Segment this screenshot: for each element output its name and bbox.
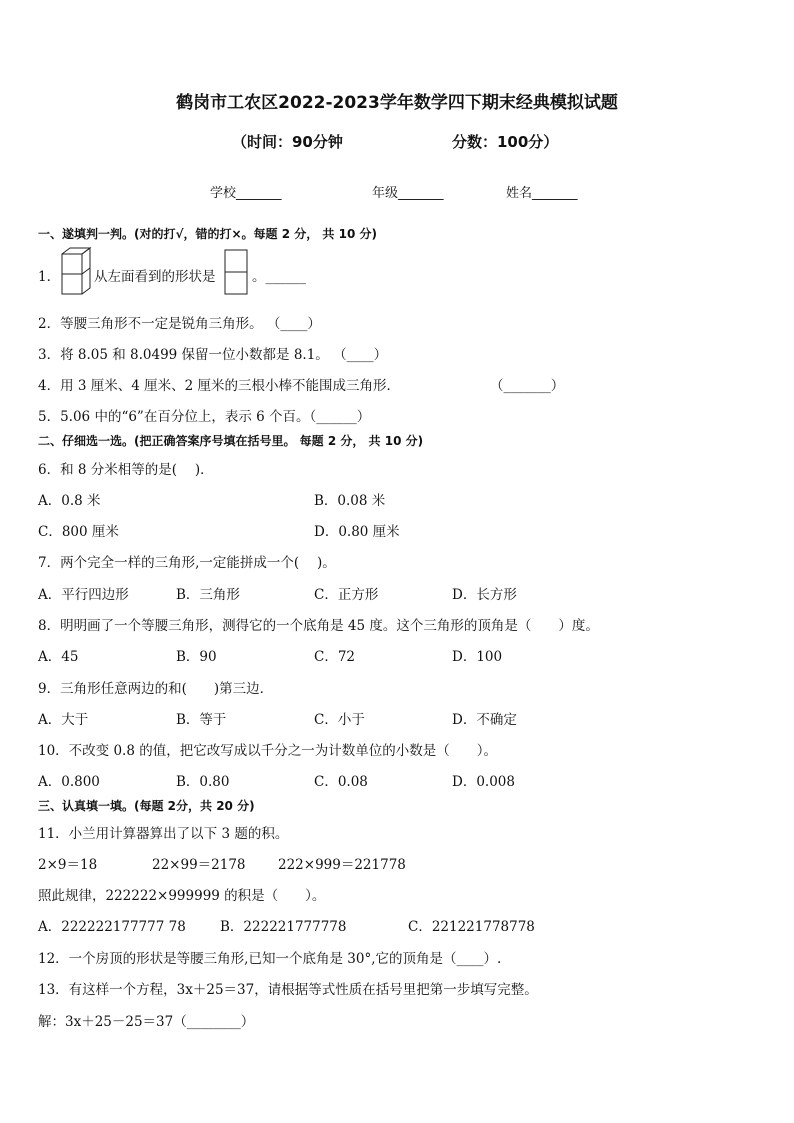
question-8: 8．明明画了一个等腰三角形，测得它的一个底角是 45 度。这个三角形的顶角是（ ）度。 [38,618,599,634]
question-5: 5．5.06 中的“6”在百分位上，表示 6 个百。（______） [38,409,371,425]
question-3: 3．将 8.05 和 8.0499 保留一位小数都是 8.1。 （____） [38,347,388,363]
question-9-option-a: A．大于 [38,712,89,728]
question-7: 7．两个完全一样的三角形,一定能拼成一个( )。 [38,555,336,571]
question-9-option-b: B．等于 [176,712,227,728]
question-8-option-a: A．45 [38,649,79,665]
grade-field: 年级_______ [372,186,444,201]
section-2-heading: 二、仔细选一选。(把正确答案序号填在括号里。 每题 2 分， 共 10 分) [38,434,424,448]
question-6-option-c: C．800 厘米 [38,524,119,540]
question-10-option-b: B．0.80 [176,774,230,790]
question-11-option-c: C．221221778778 [408,919,535,935]
question-7-option-b: B．三角形 [176,587,240,603]
question-11-ask: 照此规律，222222×999999 的积是（ ）。 [38,888,326,904]
question-10: 10．不改变 0.8 的值，把它改写成以千分之一为计数单位的小数是（ ）。 [38,743,497,759]
question-6-option-a: A．0.8 米 [38,493,101,509]
page-title: 鹤岗市工农区2022-2023学年数学四下期末经典模拟试题 [176,93,618,113]
question-8-option-c: C．72 [314,649,356,665]
question-1-prefix: 1． [38,269,61,285]
question-7-option-c: C．正方形 [314,587,379,603]
question-9-option-c: C．小于 [314,712,365,728]
question-10-option-c: C．0.08 [314,774,368,790]
school-field: 学校_______ [210,186,282,201]
question-13-solution: 解：3x＋25－25＝37（________） [38,1014,255,1030]
question-7-option-a: A．平行四边形 [38,587,129,603]
question-11-example-2: 22×99＝2178 [152,857,246,873]
question-2: 2．等腰三角形不一定是锐角三角形。 （____） [38,316,321,332]
question-6-option-b: B．0.08 米 [314,493,386,509]
section-3-heading: 三、认真填一填。(每题 2分，共 20 分) [38,799,255,813]
question-11-example-1: 2×9＝18 [38,857,98,873]
question-11-example-3: 222×999＝221778 [278,857,406,873]
cube-stack-icon [58,246,94,298]
name-field: 姓名_______ [506,186,578,201]
question-9-option-d: D．不确定 [452,712,517,728]
question-6-option-d: D．0.80 厘米 [314,524,400,540]
question-1-suffix: 。______ [252,269,306,285]
question-7-option-d: D．长方形 [452,587,517,603]
question-4: 4．用 3 厘米、4 厘米、2 厘米的三根小棒不能围成三角形． [38,378,401,394]
question-9: 9．三角形任意两边的和( )第三边． [38,681,274,697]
left-view-shape-icon [224,249,250,297]
question-10-option-d: D．0.008 [452,774,515,790]
question-8-option-b: B．90 [176,649,217,665]
question-1-text: 从左面看到的形状是 [94,269,216,285]
question-10-option-a: A．0.800 [38,774,100,790]
question-4-blank: （_______） [490,378,565,394]
question-13: 13．有这样一个方程，3x＋25＝37，请根据等式性质在括号里把第一步填写完整。 [38,982,538,998]
exam-score: 分数：100分） [452,133,559,151]
section-1-heading: 一、遂填判一判。(对的打√，错的打×。每题 2 分， 共 10 分) [38,227,377,241]
question-8-option-d: D．100 [452,649,503,665]
question-11-option-a: A．222222177777 78 [38,919,186,935]
question-11: 11．小兰用计算器算出了以下 3 题的积。 [38,826,289,842]
question-12: 12．一个房顶的形状是等腰三角形,已知一个底角是 30°,它的顶角是（____）. [38,951,502,967]
question-6: 6．和 8 分米相等的是( )． [38,462,214,478]
exam-time: （时间：90分钟 [232,133,343,151]
question-11-option-b: B．222221777778 [220,919,347,935]
